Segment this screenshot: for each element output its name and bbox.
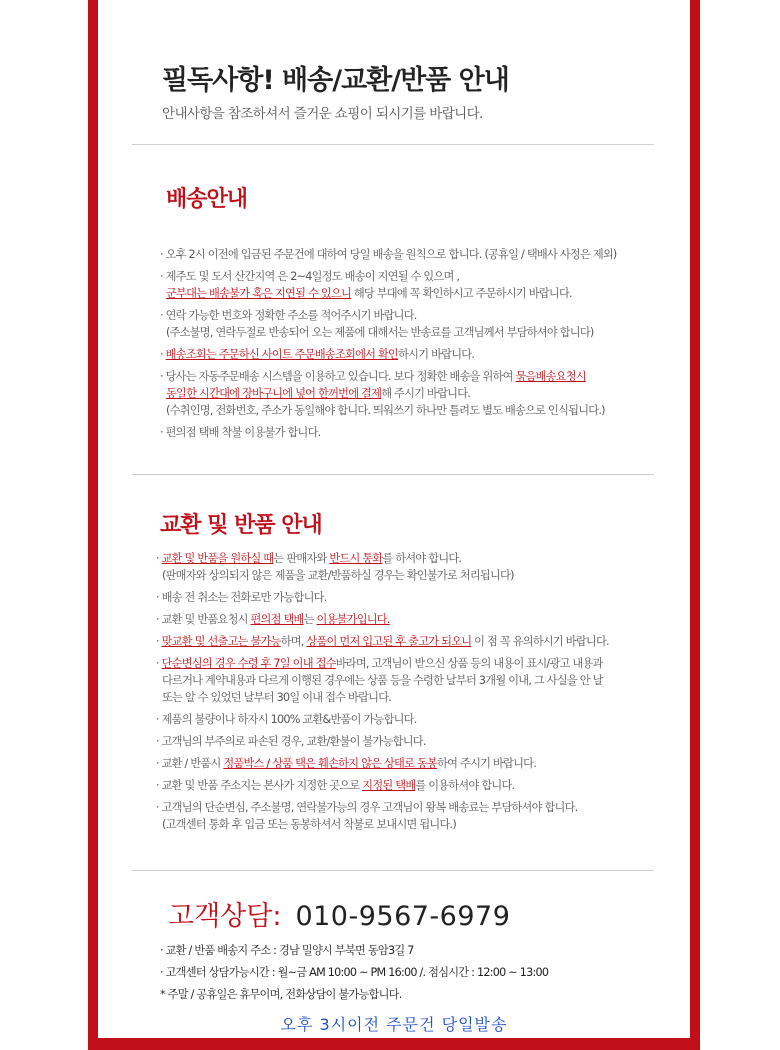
list-item [156,777,656,794]
body-text: · 교환 / 반품시 [156,757,224,770]
customer-service-label: 고객상담: [168,901,282,932]
body-text: · 제주도 및 도서 산간지역 은 2~4일정도 배송이 지연될 수 있으며 , [160,270,460,283]
shipping-info-list [160,246,650,446]
body-text: (고객센터 통화 후 입금 또는 동봉하셔서 착불로 보내시면 됩니다.) [162,818,456,831]
highlighted-text: 이용불가입니다. [316,613,390,626]
list-item-line [156,589,656,606]
list-item-line [160,268,650,285]
page-title: 필독사항! 배송/교환/반품 안내 [162,65,509,96]
body-text: 하여 주시기 바랍니다. [437,757,537,770]
divider [132,144,654,145]
highlighted-text: 맞교환 및 선출고는 불가능 [161,635,281,648]
body-text: · 제품의 불량이나 하자시 100% 교환&반품이 가능합니다. [156,713,417,726]
list-item-line [156,777,656,794]
list-item [156,755,656,772]
body-text: · 고객님의 단순변심, 주소불명, 연락불가능의 경우 고객님이 왕복 배송료는 부담하셔야 합니다. [156,801,578,814]
list-item-line [156,711,656,728]
list-item [156,611,656,628]
body-text: 다르거나 계약내용과 다르게 이행된 경우에는 상품 등을 수령한 날부터 3개월 이내, 그 사실을 안 날 [162,674,603,687]
body-text: (판매자와 상의되지 않은 제품을 교환/반품하실 경우는 확인불가로 처리됩니다) [162,569,514,582]
shipping-section-title: 배송안내 [166,187,248,212]
list-item [160,307,650,341]
body-text: 를 하셔야 합니다. [382,552,462,565]
body-text: · 당사는 자동주문배송 시스템을 이용하고 있습니다. 보다 정확한 배송을 위하여 [160,370,516,383]
body-text: 바라며, 고객님이 받으신 상품 등의 내용이 표시/광고 내용과 [335,657,603,670]
list-item-line [160,402,650,419]
body-text: · 교환 및 반품 주소지는 본사가 지정한 곳으로 [156,779,363,792]
body-text: · 배송 전 취소는 전화로만 가능합니다. [156,591,327,604]
body-text: 이 점 꼭 유의하시기 바랍니다. [471,635,609,648]
list-item-line [160,324,650,341]
body-text: · 편의점 택배 착불 이용불가 합니다. [160,426,321,439]
list-item-line [156,655,656,672]
service-hours: · 고객센터 상담가능시간 : 월~금 AM 10:00 ~ PM 16:00 /. 점심시간 : 12:00 ~ 13:00 [160,966,549,979]
highlighted-text: 상품이 먼저 입고된 후 출고가 되오니 [306,635,472,648]
list-item-line [160,285,650,302]
highlighted-text: 동일한 시간대에 장바구니에 넣어 한꺼번에 결제 [166,387,382,400]
list-item-line [156,550,656,567]
list-item [156,550,656,584]
exchange-section-title: 교환 및 반품 안내 [160,513,322,538]
list-item-line [160,246,650,263]
list-item [156,633,656,650]
highlighted-text: 묶음배송요청시 [515,370,586,383]
list-item-line [160,307,650,324]
body-text: · [156,657,162,670]
body-text: 해 주시기 바랍니다. [381,387,471,400]
highlighted-text: 군부대는 배송불가 혹은 지연될 수 있으니 [166,287,352,300]
highlighted-text: 반드시 통화 [329,552,383,565]
highlighted-text: 교환 및 반품을 원하실 때 [161,552,274,565]
highlighted-text: 배송조회는 주문하신 사이트 주문배송조회에서 확인 [165,348,399,361]
customer-service-phone [168,894,510,933]
list-item-line [160,385,650,402]
list-item-line [156,733,656,750]
body-text: · 교환 및 반품요청시 [156,613,251,626]
list-item [156,799,656,833]
body-text: · [156,552,162,565]
list-item [160,368,650,419]
divider [132,474,654,475]
list-item-line [156,611,656,628]
notice-frame [88,0,700,1050]
list-item-line [156,633,656,650]
list-item [160,346,650,363]
highlighted-text: 지정된 택배 [362,779,416,792]
list-item-line [156,816,656,833]
list-item-line [156,672,656,689]
body-text: 해당 부대에 꼭 확인하시고 주문하시기 바랍니다. [351,287,572,300]
highlighted-text: 편의점 택배 [250,613,304,626]
body-text: · 고객님의 부주의로 파손된 경우, 교환/환불이 불가능합니다. [156,735,426,748]
list-item-line [160,424,650,441]
contact-info [160,940,548,1006]
exchange-info-list [156,550,656,838]
highlighted-text: 단순변심의 경우 수령 후 7일 이내 접수 [161,657,336,670]
body-text: 하며, [280,635,307,648]
body-text: 또는 알 수 있었던 날부터 30일 이내 접수 바랍니다. [162,691,392,704]
list-item [160,268,650,302]
list-item [156,733,656,750]
holiday-note: * 주말 / 공휴일은 휴무이며, 전화상담이 불가능합니다. [160,988,402,1001]
body-text: · [160,348,166,361]
list-item [156,589,656,606]
list-item [160,246,650,263]
list-item-line [160,346,650,363]
list-item [156,711,656,728]
body-text: 를 이용하셔야 합니다. [415,779,515,792]
list-item-line [156,689,656,706]
same-day-shipping-banner: 오후 3시이전 주문건 당일발송 [280,1015,508,1034]
body-text: 는 [303,613,317,626]
list-item-line [156,799,656,816]
body-text: (주소불명, 연락두절로 반송되어 오는 제품에 대해서는 반송료를 고객님께서 부담하셔야 합니다) [166,326,594,339]
body-text: 하시기 바랍니다. [398,348,475,361]
list-item-line [160,368,650,385]
body-text: (수취인명, 전화번호, 주소가 동일해야 합니다. 띄워쓰기 하나만 틀려도 별도 배송으로 인식됩니다.) [166,404,605,417]
list-item [160,424,650,441]
body-text: · 오후 2시 이전에 입금된 주문건에 대하여 당일 배송을 원칙으로 합니다. (공휴일 / 택배사 사정은 제외) [160,248,617,261]
body-text: · [156,635,162,648]
list-item-line [156,755,656,772]
body-text: · 연락 가능한 번호와 정확한 주소를 적어주시기 바랍니다. [160,309,417,322]
list-item [156,655,656,706]
page-subtitle: 안내사항을 참조하셔서 즐거운 쇼핑이 되시기를 바랍니다. [162,106,483,122]
return-address: · 교환 / 반품 배송지 주소 : 경남 밀양시 부북면 동암3길 7 [160,944,414,957]
list-item-line [156,567,656,584]
body-text: 는 판매자와 [273,552,330,565]
divider [132,870,654,871]
phone-number: 010-9567-6979 [295,901,511,932]
highlighted-text: 정품박스 / 상품 택은 훼손하지 않은 상태로 동봉 [223,757,438,770]
